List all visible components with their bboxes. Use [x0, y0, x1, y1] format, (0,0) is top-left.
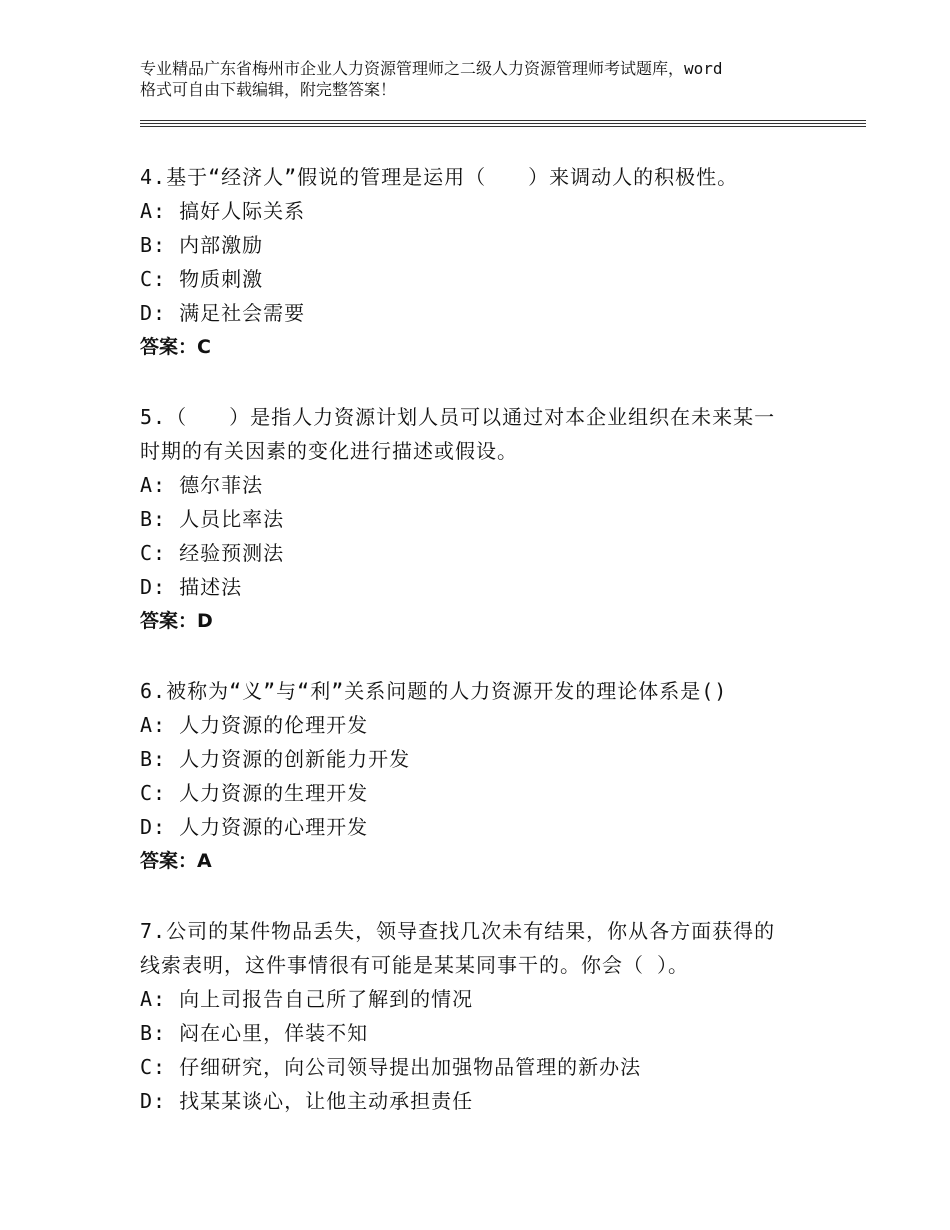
option-d: D: 人力资源的心理开发 — [140, 815, 369, 839]
question-text: 5.（ ）是指人力资源计划人员可以通过对本企业组织在未来某一 — [140, 405, 776, 429]
question-list — [140, 160, 820, 1118]
option-a: A: 德尔菲法 — [140, 473, 264, 497]
option-d: D: 找某某谈心，让他主动承担责任 — [140, 1089, 474, 1113]
question-5 — [140, 400, 820, 638]
answer-label: 答案：D — [140, 610, 213, 632]
question-text: 6.被称为“义”与“利”关系问题的人力资源开发的理论体系是() — [140, 679, 728, 703]
document-header — [140, 58, 840, 100]
spacer — [140, 638, 820, 674]
option-b: B: 内部激励 — [140, 233, 264, 257]
spacer — [140, 364, 820, 400]
option-d: D: 描述法 — [140, 575, 243, 599]
question-text-continued: 线索表明，这件事情很有可能是某某同事干的。你会（ ）。 — [140, 953, 690, 977]
option-c: C: 人力资源的生理开发 — [140, 781, 369, 805]
option-a: A: 人力资源的伦理开发 — [140, 713, 369, 737]
option-d: D: 满足社会需要 — [140, 301, 306, 325]
question-7 — [140, 914, 820, 1118]
header-rule-1 — [140, 120, 866, 121]
question-text: 4.基于“经济人”假说的管理是运用（ ）来调动人的积极性。 — [140, 165, 739, 189]
answer-label: 答案：C — [140, 336, 211, 358]
spacer — [140, 878, 820, 914]
option-a: A: 向上司报告自己所了解到的情况 — [140, 987, 474, 1011]
question-text: 7.公司的某件物品丢失，领导查找几次未有结果，你从各方面获得的 — [140, 919, 776, 943]
question-4 — [140, 160, 820, 364]
option-b: B: 人员比率法 — [140, 507, 285, 531]
question-text-continued: 时期的有关因素的变化进行描述或假设。 — [140, 439, 518, 463]
option-c: C: 仔细研究，向公司领导提出加强物品管理的新办法 — [140, 1055, 642, 1079]
answer-label: 答案：A — [140, 850, 212, 872]
header-line-1: 专业精品广东省梅州市企业人力资源管理师之二级人力资源管理师考试题库，word — [140, 59, 723, 78]
header-rule-3 — [140, 126, 866, 127]
option-c: C: 经验预测法 — [140, 541, 285, 565]
option-c: C: 物质刺激 — [140, 267, 264, 291]
question-6 — [140, 674, 820, 878]
option-b: B: 人力资源的创新能力开发 — [140, 747, 411, 771]
option-a: A: 搞好人际关系 — [140, 199, 306, 223]
header-rule-2 — [140, 123, 866, 124]
header-line-2: 格式可自由下载编辑，附完整答案！ — [140, 80, 397, 99]
option-b: B: 闷在心里，佯装不知 — [140, 1021, 369, 1045]
